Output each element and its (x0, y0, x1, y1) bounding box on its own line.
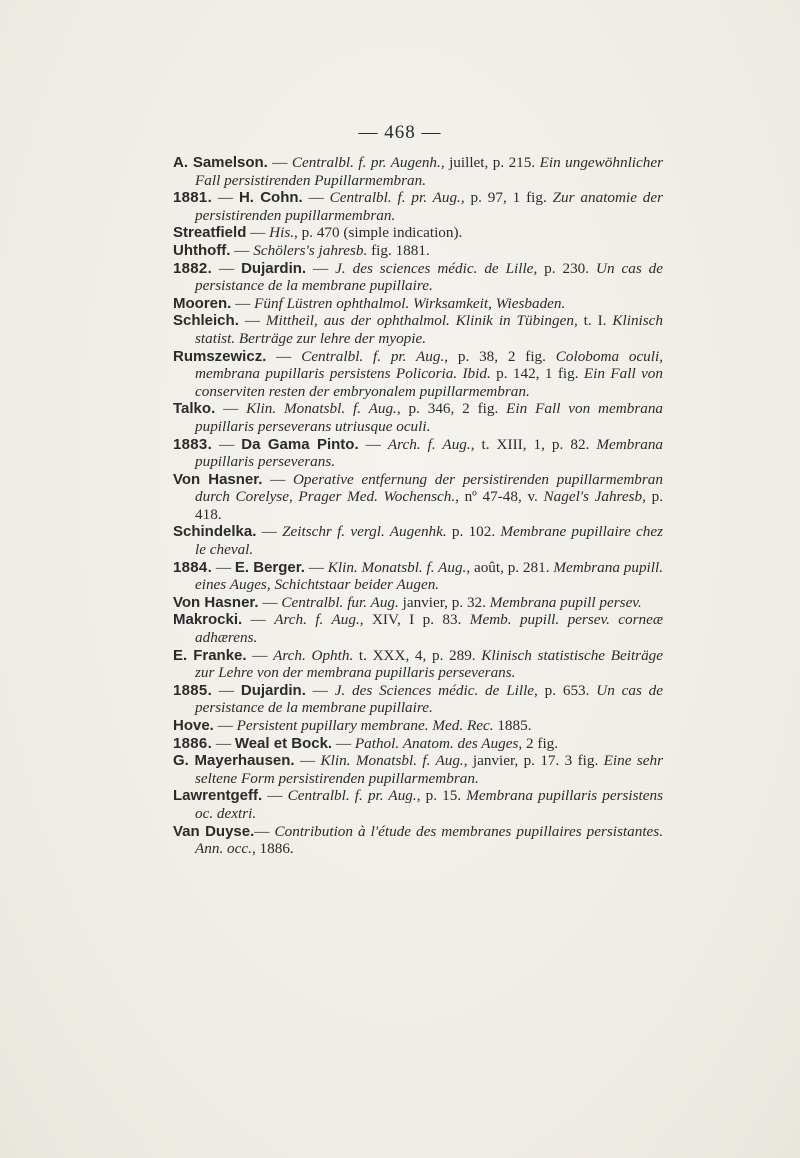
entry-author: Lawrentgeff. (173, 787, 263, 805)
entry-journal: His. (269, 224, 295, 242)
entry-author: Uhthoff. (173, 241, 231, 259)
entry-details: t. XXX, 4, p. 289. (353, 646, 482, 664)
entry-title: Klinisch statist. Berträge zur lehre der myopie. (195, 312, 664, 347)
entry-journal: Arch. f. Aug. (274, 611, 360, 629)
entry-details: , p. 15. (416, 787, 467, 805)
entry-separator: — (302, 189, 330, 207)
entry-separator: — (231, 294, 255, 312)
entry-title: Klinisch statistische Beiträge zur Lehre von der membrana pupillaris perseverans. (195, 646, 663, 682)
bibliography-entry: 1883. — Da Gama Pinto. — Arch. f. Aug., t. XIII, 1, p. 82. Membrana pupillaris perseverans. (173, 435, 664, 471)
entry-journal: Persistent pupillary membrane. Med. Rec. (236, 717, 494, 734)
entry-separator: — (213, 717, 237, 734)
entry-title: Membrane pupillaire chez le cheval. (195, 523, 663, 559)
entry-journal: Centralbl. f. pr. Aug. (329, 189, 461, 207)
entry-author: A. Samelson. (173, 154, 268, 171)
entry-author: Schleich. (173, 312, 239, 330)
entry-author: Hove. (173, 717, 214, 734)
entry-author: Van Duyse. (173, 822, 255, 840)
entry-journal: Zeitschr f. vergl. Augenhk. (282, 523, 447, 541)
entry-journal: Schölers's jahresb. (253, 241, 368, 259)
entry-author: Makrocki. (173, 611, 243, 629)
entry-separator: — (246, 646, 274, 664)
bibliography-entry (173, 611, 663, 646)
bibliography-entry (173, 242, 663, 260)
entry-details: , p. 653. (534, 681, 597, 699)
entry-details: , juillet, p. 215. (440, 154, 540, 171)
entry-details: , XIV, I p. 83. (359, 611, 470, 629)
entry-author: H. Cohn. (238, 189, 303, 207)
entry-separator: — (294, 752, 321, 770)
entry-title: Memb. pupill. persev. corneæ adhærens. (195, 611, 663, 647)
entry-title: Membrana pupillaris persistens oc. dextri. (195, 787, 664, 822)
entry-separator: — (332, 734, 355, 752)
bibliography-entry (173, 752, 663, 787)
entry-details: , p. 97, 1 fig. (460, 189, 553, 207)
entry-details: , p. 470 (simple indication). (294, 224, 463, 242)
bibliography-entry (173, 647, 663, 682)
bibliography-entry (173, 523, 663, 558)
entry-title: Eine sehr seltene Form persistirenden pupillarmembran. (195, 752, 663, 787)
entry-journal: Pathol. Anatom. des Auges (354, 734, 519, 752)
bibliography-entry (173, 471, 663, 524)
entry-details: , janvier, p. 17. 3 fig. (463, 752, 604, 770)
entry-details: , 2 fig. (518, 734, 559, 752)
entry-details: 1885. (493, 717, 532, 734)
entry-year: 1883. (173, 435, 213, 453)
bibliography-list (173, 154, 663, 858)
entry-separator: — (230, 241, 254, 259)
entry-details: , p. 230. (533, 259, 596, 277)
entry-author: Von Hasner. (173, 593, 259, 611)
entry-separator: — (262, 470, 293, 488)
entry-title: Ein ungewöhnlicher Fall persistirenden Pupillarmembran. (195, 154, 664, 189)
bibliography-entry: 1884. — E. Berger. — Klin. Monatsbl. f. Aug., août, p. 281. Membrana pupill. eines Auges, Schichtstaar beider Augen. (173, 558, 664, 594)
bibliography-entry: 1885. — Dujardin. — J. des Sciences médic. de Lille, p. 653. Un cas de persistance de la membrane pupillaire. (173, 681, 664, 717)
bibliography-entry (173, 717, 663, 735)
entry-journal: Centralbl. fur. Aug. (281, 593, 399, 611)
entry-journal: Centralbl. f. pr. Aug. (301, 347, 445, 365)
entry-separator: — (358, 435, 388, 453)
entry-journal: Operative entfernung der persistirenden pupillarmembran durch Corelyse, Prager Med. Wochensch. (195, 470, 663, 506)
entry-author: Weal et Bock. (234, 734, 333, 752)
entry-details: , p. 346, 2 fig. (396, 400, 507, 418)
entry-details: , t. XIII, 1, p. 82. (470, 435, 597, 453)
entry-journal: Klin. Monatsbl. f. Aug. (327, 558, 467, 576)
entry-journal: Klin. Monatsbl. f. Aug. (320, 752, 464, 770)
entry-separator: — (305, 681, 335, 699)
entry-journal: Arch. f. Aug. (387, 435, 471, 453)
entry-details: p. 102. (446, 523, 501, 541)
entry-journal: Contribution à l'étude des membranes pupillaires persistantes. Ann. occ. (195, 822, 663, 858)
entry-title: Zur anatomie der persistirenden pupillarmembran. (195, 189, 664, 224)
bibliography-entry (173, 400, 663, 435)
entry-separator: — (254, 822, 275, 840)
entry-author: Dujardin. (240, 681, 306, 699)
entry-author: Mooren. (173, 294, 232, 312)
entry-author: Streatfield (173, 224, 247, 242)
bibliography-entry (173, 787, 663, 822)
entry-title-extra: Ein Fall von conserviten resten der embryonalem pupillarmembran. (195, 365, 663, 400)
bibliography-entry (173, 594, 663, 612)
entry-journal: Centralbl. f. pr. Augenh. (291, 154, 441, 171)
bibliography-entry: 1882. — Dujardin. — J. des sciences médic. de Lille, p. 230. Un cas de persistance de la membrane pupillaire. (173, 259, 664, 295)
entry-details: fig. 1881. (367, 241, 430, 259)
entry-separator: — (262, 787, 288, 805)
entry-details: , 1886. (251, 840, 294, 858)
entry-separator: — (215, 400, 247, 418)
entry-separator: — (304, 558, 328, 576)
entry-title: Un cas de persistance de la membrane pupillaire. (195, 259, 664, 295)
entry-separator: — (242, 611, 275, 629)
entry-title: Nagel's Jahresb (543, 488, 643, 506)
entry-year: 1885. (173, 681, 213, 699)
page-number: — 468 — (358, 122, 442, 143)
entry-separator: — (256, 523, 283, 541)
bibliography-entry (173, 154, 663, 189)
entry-year: 1886. (173, 734, 213, 752)
bibliography-entry (173, 312, 663, 347)
entry-title: Membrana pupillaris perseverans. (195, 435, 664, 471)
entry-title: Ein Fall von membrana pupillaris perseverans utriusque oculi. (195, 400, 664, 435)
entry-details: , nº 47-48, v. (455, 488, 544, 506)
entry-separator: — (238, 312, 266, 330)
entry-details: janvier, p. 32. (398, 593, 490, 611)
entry-title: Un cas de persistance de la membrane pupillaire. (195, 681, 664, 717)
entry-journal: J. des sciences médic. de Lille (335, 259, 534, 277)
entry-year: 1881. (173, 189, 213, 207)
entry-title: Membrana pupill. eines Auges, Schichtstaar beider Augen. (195, 558, 664, 594)
entry-details: , août, p. 281. (466, 558, 554, 576)
entry-author: E. Franke. (173, 646, 247, 664)
entry-title: Membrana pupill persev. (489, 593, 642, 611)
entry-details-extra: , p. 418. (195, 488, 663, 523)
entry-separator: — (267, 154, 292, 171)
entry-details: , t. I. (573, 312, 613, 330)
entry-author: Dujardin. (241, 259, 307, 277)
entry-title: Coloboma oculi, membrana pupillaris persistens Policoria. Ibid. (195, 347, 664, 383)
bibliography-entry (173, 224, 663, 242)
entry-details: , p. 38, 2 fig. (444, 347, 556, 365)
entry-details-extra: p. 142, 1 fig. (490, 365, 584, 383)
entry-separator: — (258, 593, 282, 611)
entry-journal: Fünf Lüstren ophthalmol. Wirksamkeit, Wiesbaden. (254, 294, 566, 312)
entry-author: G. Mayerhausen. (173, 752, 295, 770)
bibliography-entry: 1881. — H. Cohn. — Centralbl. f. pr. Aug., p. 97, 1 fig. Zur anatomie der persistirenden pupillarmembran. (173, 189, 664, 224)
entry-separator: — (246, 224, 270, 242)
entry-author: Schindelka. (173, 523, 257, 541)
entry-journal: Centralbl. f. pr. Aug. (287, 787, 417, 805)
entry-separator: — (266, 347, 302, 365)
entry-journal: Klin. Monatsbl. f. Aug. (246, 400, 397, 418)
bibliography-entry: 1886. — Weal et Bock. — Pathol. Anatom. des Auges, 2 fig. (173, 734, 559, 752)
entry-journal: J. des Sciences médic. de Lille (334, 681, 535, 699)
entry-author: Rumszewicz. (173, 347, 267, 365)
entry-separator: — (306, 259, 336, 277)
entry-author: Talko. (173, 400, 216, 418)
entry-year: 1884. (173, 558, 213, 576)
bibliography-entry (173, 348, 663, 401)
entry-journal: Mittheil, aus der ophthalmol. Klinik in Tübingen (265, 312, 574, 330)
entry-author: Von Hasner. (173, 470, 263, 488)
bibliography-entry (173, 823, 663, 858)
entry-journal: Arch. Ophth. (273, 646, 354, 664)
entry-author: E. Berger. (234, 558, 305, 576)
bibliography-entry (173, 295, 663, 313)
entry-author: Da Gama Pinto. (241, 435, 359, 453)
entry-year: 1882. (173, 259, 213, 277)
